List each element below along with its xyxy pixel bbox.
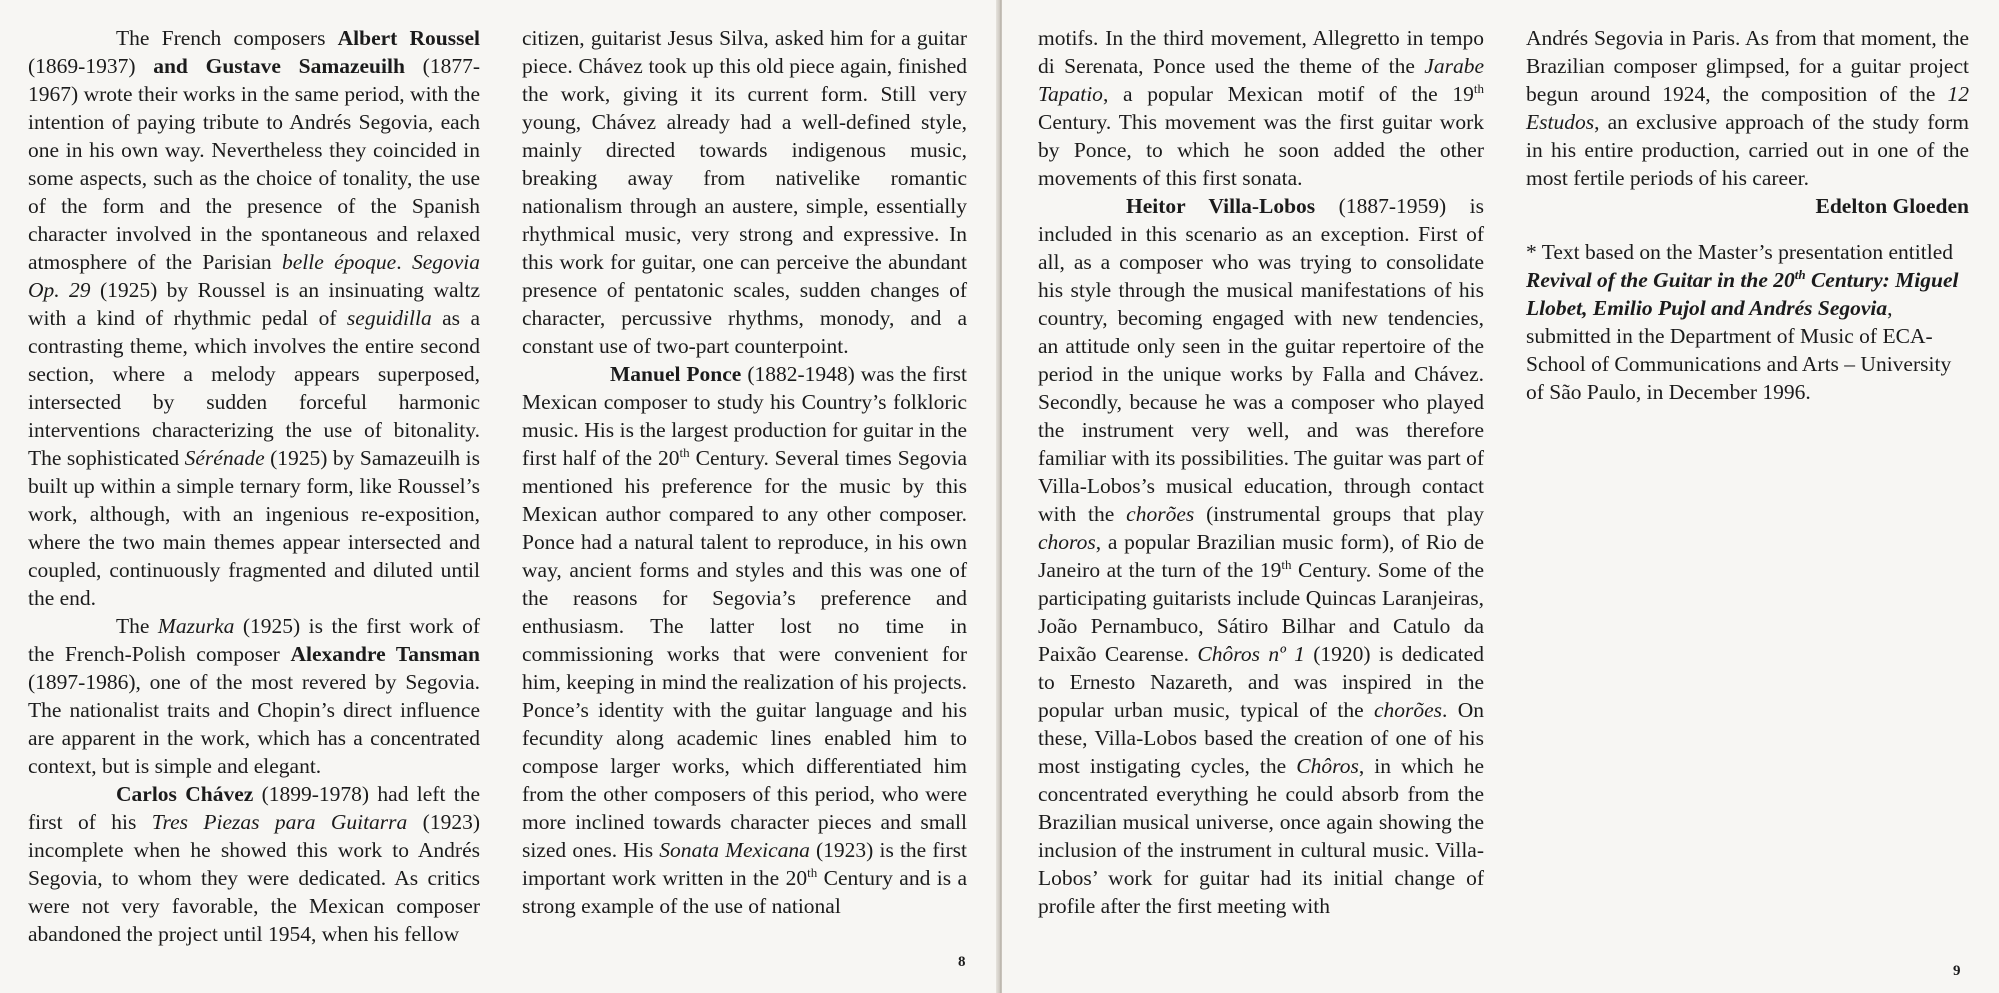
text-run: , in which he concentrated everything he could absorb from the Brazilian musical universe, once again showing the inclusion of the instrument in cultural music. Villa-Lobos’ work for guitar had its initial change of profile after the first meeting with <box>1038 754 1484 918</box>
text-run: . <box>396 250 412 274</box>
thesis-title: Revival of the Guitar in the 20 <box>1526 268 1795 292</box>
text-column-1 <box>28 24 480 948</box>
author-credit: Edelton Gloeden <box>1815 194 1969 218</box>
italic-term: chorões <box>1126 502 1195 526</box>
work-title: Tres Piezas para Guitarra <box>151 810 408 834</box>
paragraph-roussel-samazeuilh <box>28 24 480 612</box>
text-run: (1897-1986), one of the most revered by Segovia. The nationalist traits and Chopin’s direct influence are apparent in the work, which has a concentrated context, but is simple and elegant. <box>28 670 480 778</box>
work-title: Sérénade <box>184 446 265 470</box>
text-run: , an exclusive approach of the study form in his entire production, carried out in one of the most fertile periods of his career. <box>1526 110 1969 190</box>
text-run: Century. Several times Segovia mentioned his preference for the music by this Mexican author compared to any other composer. Ponce had a natural talent to reproduce, in his own way, ancient forms and styles and this was one of the reasons for Segovia’s preference and enthusiasm. The latter lost no time in commissioning works that were convenient for him, keeping in mind the realization of his projects. Ponce’s identity with the guitar language and his fecundity along academic lines enabled him to compose larger works, which differentiated him from the other composers of this period, who were more inclined towards character pieces and small sized ones. His <box>522 446 967 862</box>
work-title: Mazurka <box>157 614 235 638</box>
text-run: (1925) by Samazeuilh is built up within a simple ternary form, like Roussel’s work, although, with an ingenious re-exposition, where the two main themes appear intersected and coupled, continuously fragmented and diluted until the end. <box>28 446 480 610</box>
italic-term: seguidilla <box>346 306 432 330</box>
text-run: Andrés Segovia in Paris. As from that moment, the Brazilian composer glimpsed, for a guitar project begun around 1924, the composition of the <box>1526 26 1969 106</box>
text-run: The <box>116 614 158 638</box>
text-column-4 <box>1526 24 1969 406</box>
ordinal-superscript: th <box>1281 556 1292 572</box>
text-column-2 <box>522 24 967 920</box>
work-title: Segovia Op. 29 <box>28 250 481 302</box>
text-run: (1882-1948) was the first Mexican composer to study his Country’s folkloric music. His is the largest production for guitar in the first half of the 20 <box>522 362 967 470</box>
paragraph-villa-lobos <box>1038 192 1484 920</box>
text-run: Century. Some of the participating guitarists include Quincas Laranjeiras, João Pernambuco, Sátiro Bilhar and Catulo da Paixão Cearense. <box>1038 558 1484 666</box>
italic-term: belle époque <box>281 250 397 274</box>
composer-name: Alexandre Tansman <box>290 642 480 666</box>
page-number: 9 <box>1953 963 1961 979</box>
italic-term: chorões <box>1373 698 1443 722</box>
text-run: (1920) is dedicated to Ernesto Nazareth, and was inspired in the popular urban music, typical of the <box>1038 642 1484 722</box>
paragraph-ponce-continued <box>1038 24 1484 192</box>
text-run: , a popular Brazilian music form), of Rio de Janeiro at the turn of the 19 <box>1038 530 1484 582</box>
text-column-3 <box>1038 24 1484 920</box>
text-run: (instrumental groups that play <box>1194 502 1484 526</box>
text-run: (1887-1959) is included in this scenario as an exception. First of all, as a composer who was trying to consolidate his style through the musical manifestations of his country, becoming engaged with new tendencies, an attitude only seen in the guitar repertoire of the period in the unique works by Falla and Chávez. Secondly, because he was a composer who played the instrument very well, and was therefore familiar with its possibilities. The guitar was part of Villa-Lobos’s musical education, through contact with the <box>1038 194 1484 526</box>
thesis-title: Century: Miguel Llobet, Emilio Pujol and Andrés Segovia <box>1526 268 1959 320</box>
text-run: Century. This movement was the first guitar work by Ponce, to which he soon added the other movements of this first sonata. <box>1038 110 1484 190</box>
work-title: Sonata Mexicana <box>659 838 810 862</box>
page-number: 8 <box>958 954 966 970</box>
text-run: (1877-1967) wrote their works in the same period, with the intention of paying tribute to Andrés Segovia, each one in his own way. Nevertheless they coincided in some aspects, such as the choice of tonality, the use of the form and the presence of the Spanish character involved in the spontaneous and relaxed atmosphere of the Parisian <box>28 54 480 274</box>
text-run: (1925) by Roussel is an insinuating waltz with a kind of rhythmic pedal of <box>28 278 481 330</box>
composer-name: Carlos Chávez <box>116 782 254 806</box>
ordinal-superscript: th <box>807 864 818 880</box>
text-run: , submitted in the Department of Music of ECA-School of Communications and Arts – University of São Paulo, in December 1996. <box>1526 296 1952 404</box>
text-run: . On these, Villa-Lobos based the creation of one of his most instigating cycles, the <box>1038 698 1484 778</box>
text-run: The French composers <box>116 26 338 50</box>
ordinal-superscript: th <box>1794 266 1806 282</box>
paragraph-ponce <box>522 360 967 920</box>
italic-term: choros <box>1038 530 1096 554</box>
composer-name: Albert Roussel <box>337 26 480 50</box>
text-run: as a contrasting theme, which involves the entire second section, where a melody appears superposed, intersected by sudden forceful harmonic interventions characterizing the use of bitonality. The sophisticated <box>28 306 481 470</box>
ordinal-superscript: th <box>679 444 690 460</box>
work-title: Jarabe Tapatio <box>1038 54 1484 106</box>
work-title: Chôros <box>1296 754 1359 778</box>
composer-name: and Gustave Samazeuilh <box>153 54 405 78</box>
text-run: * Text based on the Master’s presentation entitled <box>1526 240 1953 264</box>
composer-name: Heitor Villa-Lobos <box>1126 194 1316 218</box>
text-run: (1923) incomplete when he showed this work to Andrés Segovia, to whom they were dedicated. As critics were not very favorable, the Mexican composer abandoned the project until 1954, when his fellow <box>28 810 480 946</box>
work-title: Chôros nº 1 <box>1197 642 1305 666</box>
text-run: citizen, guitarist Jesus Silva, asked him for a guitar piece. Chávez took up this old piece again, finished the work, giving it its current form. Still very young, Chávez already had a well-defined style, mainly directed towards indigenous music, breaking away from nativelike romantic nationalism through an austere, simple, essentially rhythmical music, very strong and expressive. In this work for guitar, one can perceive the abundant presence of pentatonic scales, sudden changes of character, percussive rhythms, monody, and a constant use of two-part counterpoint. <box>522 26 967 358</box>
paragraph-tansman <box>28 612 480 780</box>
text-run: , a popular Mexican motif of the 19 <box>1102 82 1474 106</box>
text-run: (1869-1937) <box>28 54 154 78</box>
text-run: motifs. In the third movement, Allegretto in tempo di Serenata, Ponce used the theme of the <box>1038 26 1484 78</box>
composer-name: Manuel Ponce <box>610 362 742 386</box>
text-run: Century and is a strong example of the use of national <box>522 866 967 918</box>
paragraph-villa-lobos-continued <box>1526 24 1969 192</box>
text-run: (1899-1978) had left the first of his <box>28 782 480 834</box>
footnote <box>1526 238 1969 406</box>
ordinal-superscript: th <box>1473 80 1484 96</box>
paragraph-chavez-continued <box>522 24 967 360</box>
text-run: (1925) is the first work of the French-Polish composer <box>28 614 480 666</box>
paragraph-chavez <box>28 780 480 948</box>
text-run: (1923) is the first important work written in the 20 <box>522 838 967 890</box>
work-title: 12 Estudos <box>1526 82 1969 134</box>
